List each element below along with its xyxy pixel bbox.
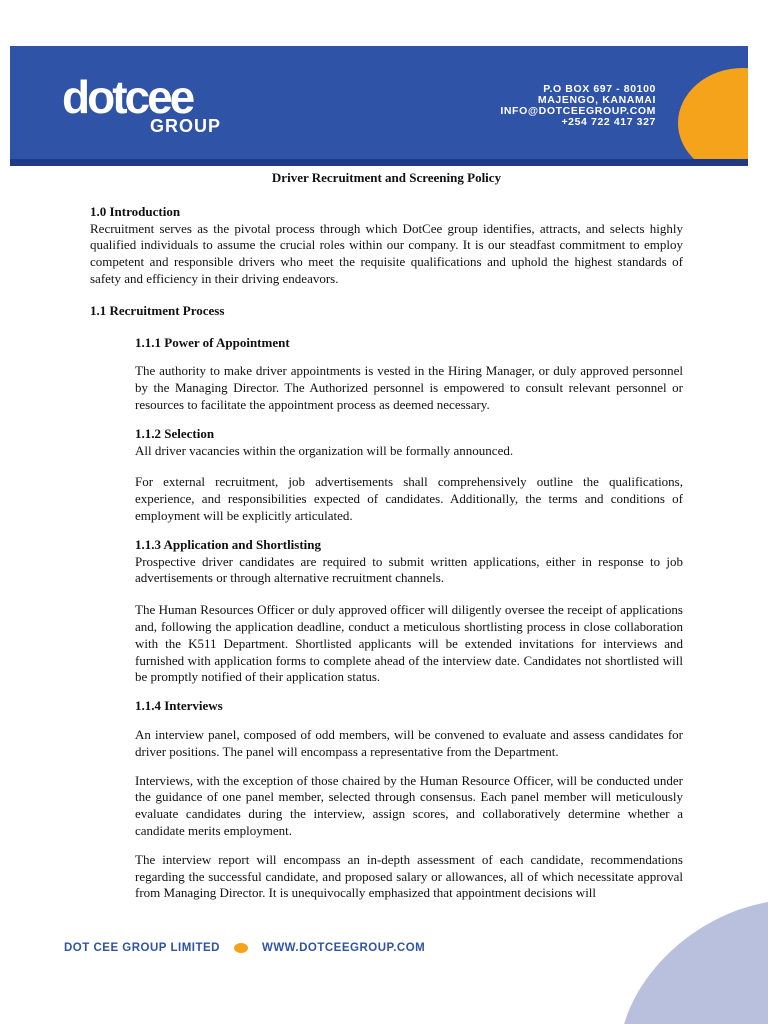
subsection-heading-application-shortlisting: 1.1.3 Application and Shortlisting bbox=[135, 536, 322, 552]
subsection-heading-selection: 1.1.2 Selection bbox=[135, 425, 215, 441]
letterhead-banner bbox=[10, 46, 748, 166]
contact-address: MAJENGO, KANAMAI bbox=[537, 94, 656, 106]
footer-bar bbox=[64, 942, 425, 954]
document-body bbox=[90, 170, 683, 902]
section-heading-recruitment-process: 1.1 Recruitment Process bbox=[90, 302, 225, 318]
contact-phone: +254 722 417 327 bbox=[561, 116, 656, 128]
company-logo-subtitle: GROUP bbox=[150, 116, 222, 136]
decorative-arc bbox=[678, 68, 748, 166]
contact-email[interactable]: INFO@DOTCEEGROUP.COM bbox=[500, 105, 656, 117]
power-of-appointment-paragraph: The authority to make driver appointments is vested in the Hiring Manager, or duly approved personnel by the Managing Director. The Authorized personnel is empowered to consult relevant personnel or resources to facilitate the appointment process as deemed necessary. bbox=[135, 363, 683, 412]
company-logo: dotcee bbox=[62, 71, 193, 123]
selection-paragraph-1: All driver vacancies within the organization will be formally announced. bbox=[135, 442, 514, 458]
footer-website-link[interactable]: WWW.DOTCEEGROUP.COM bbox=[261, 942, 426, 954]
interviews-paragraph-2: Interviews, with the exception of those chaired by the Human Resource Officer, will be conducted under the guidance of one panel member, selected through consensus. Each panel member will meticulously evaluate candidates during the interview, assign scores, and collaboratively determine whether a candidate merits employment. bbox=[135, 772, 683, 838]
interviews-paragraph-3: The interview report will encompass an in-depth assessment of each candidate, recommendations regarding the successful candidate, and proposed salary or allowances, all of which necessitate approval from Managing Director. It is unequivocally emphasized that appointment decisions will bbox=[135, 851, 683, 901]
intro-paragraph: Recruitment serves as the pivotal process through which DotCee group identifies, attracts, and selects highly qualified individuals to assume the crucial roles within our company. It is our steadfast commitment to employ competent and responsible drivers who meet the requisite qualifications and uphold the highest standards of safety and efficiency in their driving endeavors. bbox=[90, 220, 683, 286]
document-title: Driver Recruitment and Screening Policy bbox=[271, 170, 502, 185]
section-heading-introduction: 1.0 Introduction bbox=[90, 203, 181, 219]
footer-decorative-shape bbox=[616, 900, 768, 1024]
footer-company-name: DOT CEE GROUP LIMITED bbox=[64, 942, 220, 954]
contact-block bbox=[500, 84, 656, 128]
application-paragraph-1: Prospective driver candidates are required to submit written applications, either in response to job advertisements or through alternative recruitment channels. bbox=[135, 553, 683, 586]
subsection-heading-power-of-appointment: 1.1.1 Power of Appointment bbox=[135, 334, 290, 350]
interviews-paragraph-1: An interview panel, composed of odd members, will be convened to evaluate and assess candidates for driver positions. The panel will encompass a representative from the Department. bbox=[135, 726, 683, 759]
application-paragraph-2: The Human Resources Officer or duly approved officer will diligently oversee the receipt of applications and, following the application deadline, conduct a meticulous shortlisting process in close collaboration with the K511 Department. Shortlisted applicants will be extended invitations for interviews and furnished with application forms to complete ahead of the interview date. Candidates not shortlisted will be promptly notified of their application status. bbox=[135, 602, 683, 685]
selection-paragraph-2: For external recruitment, job advertisements shall comprehensively outline the qualifications, experience, and responsibilities expected of candidates. Additionally, the terms and conditions of employment will be explicitly articulated. bbox=[135, 474, 683, 523]
contact-po-box: P.O BOX 697 - 80100 bbox=[543, 83, 656, 95]
footer-separator-dot bbox=[234, 943, 248, 953]
subsection-heading-interviews: 1.1.4 Interviews bbox=[135, 698, 223, 714]
header-divider bbox=[10, 159, 748, 166]
